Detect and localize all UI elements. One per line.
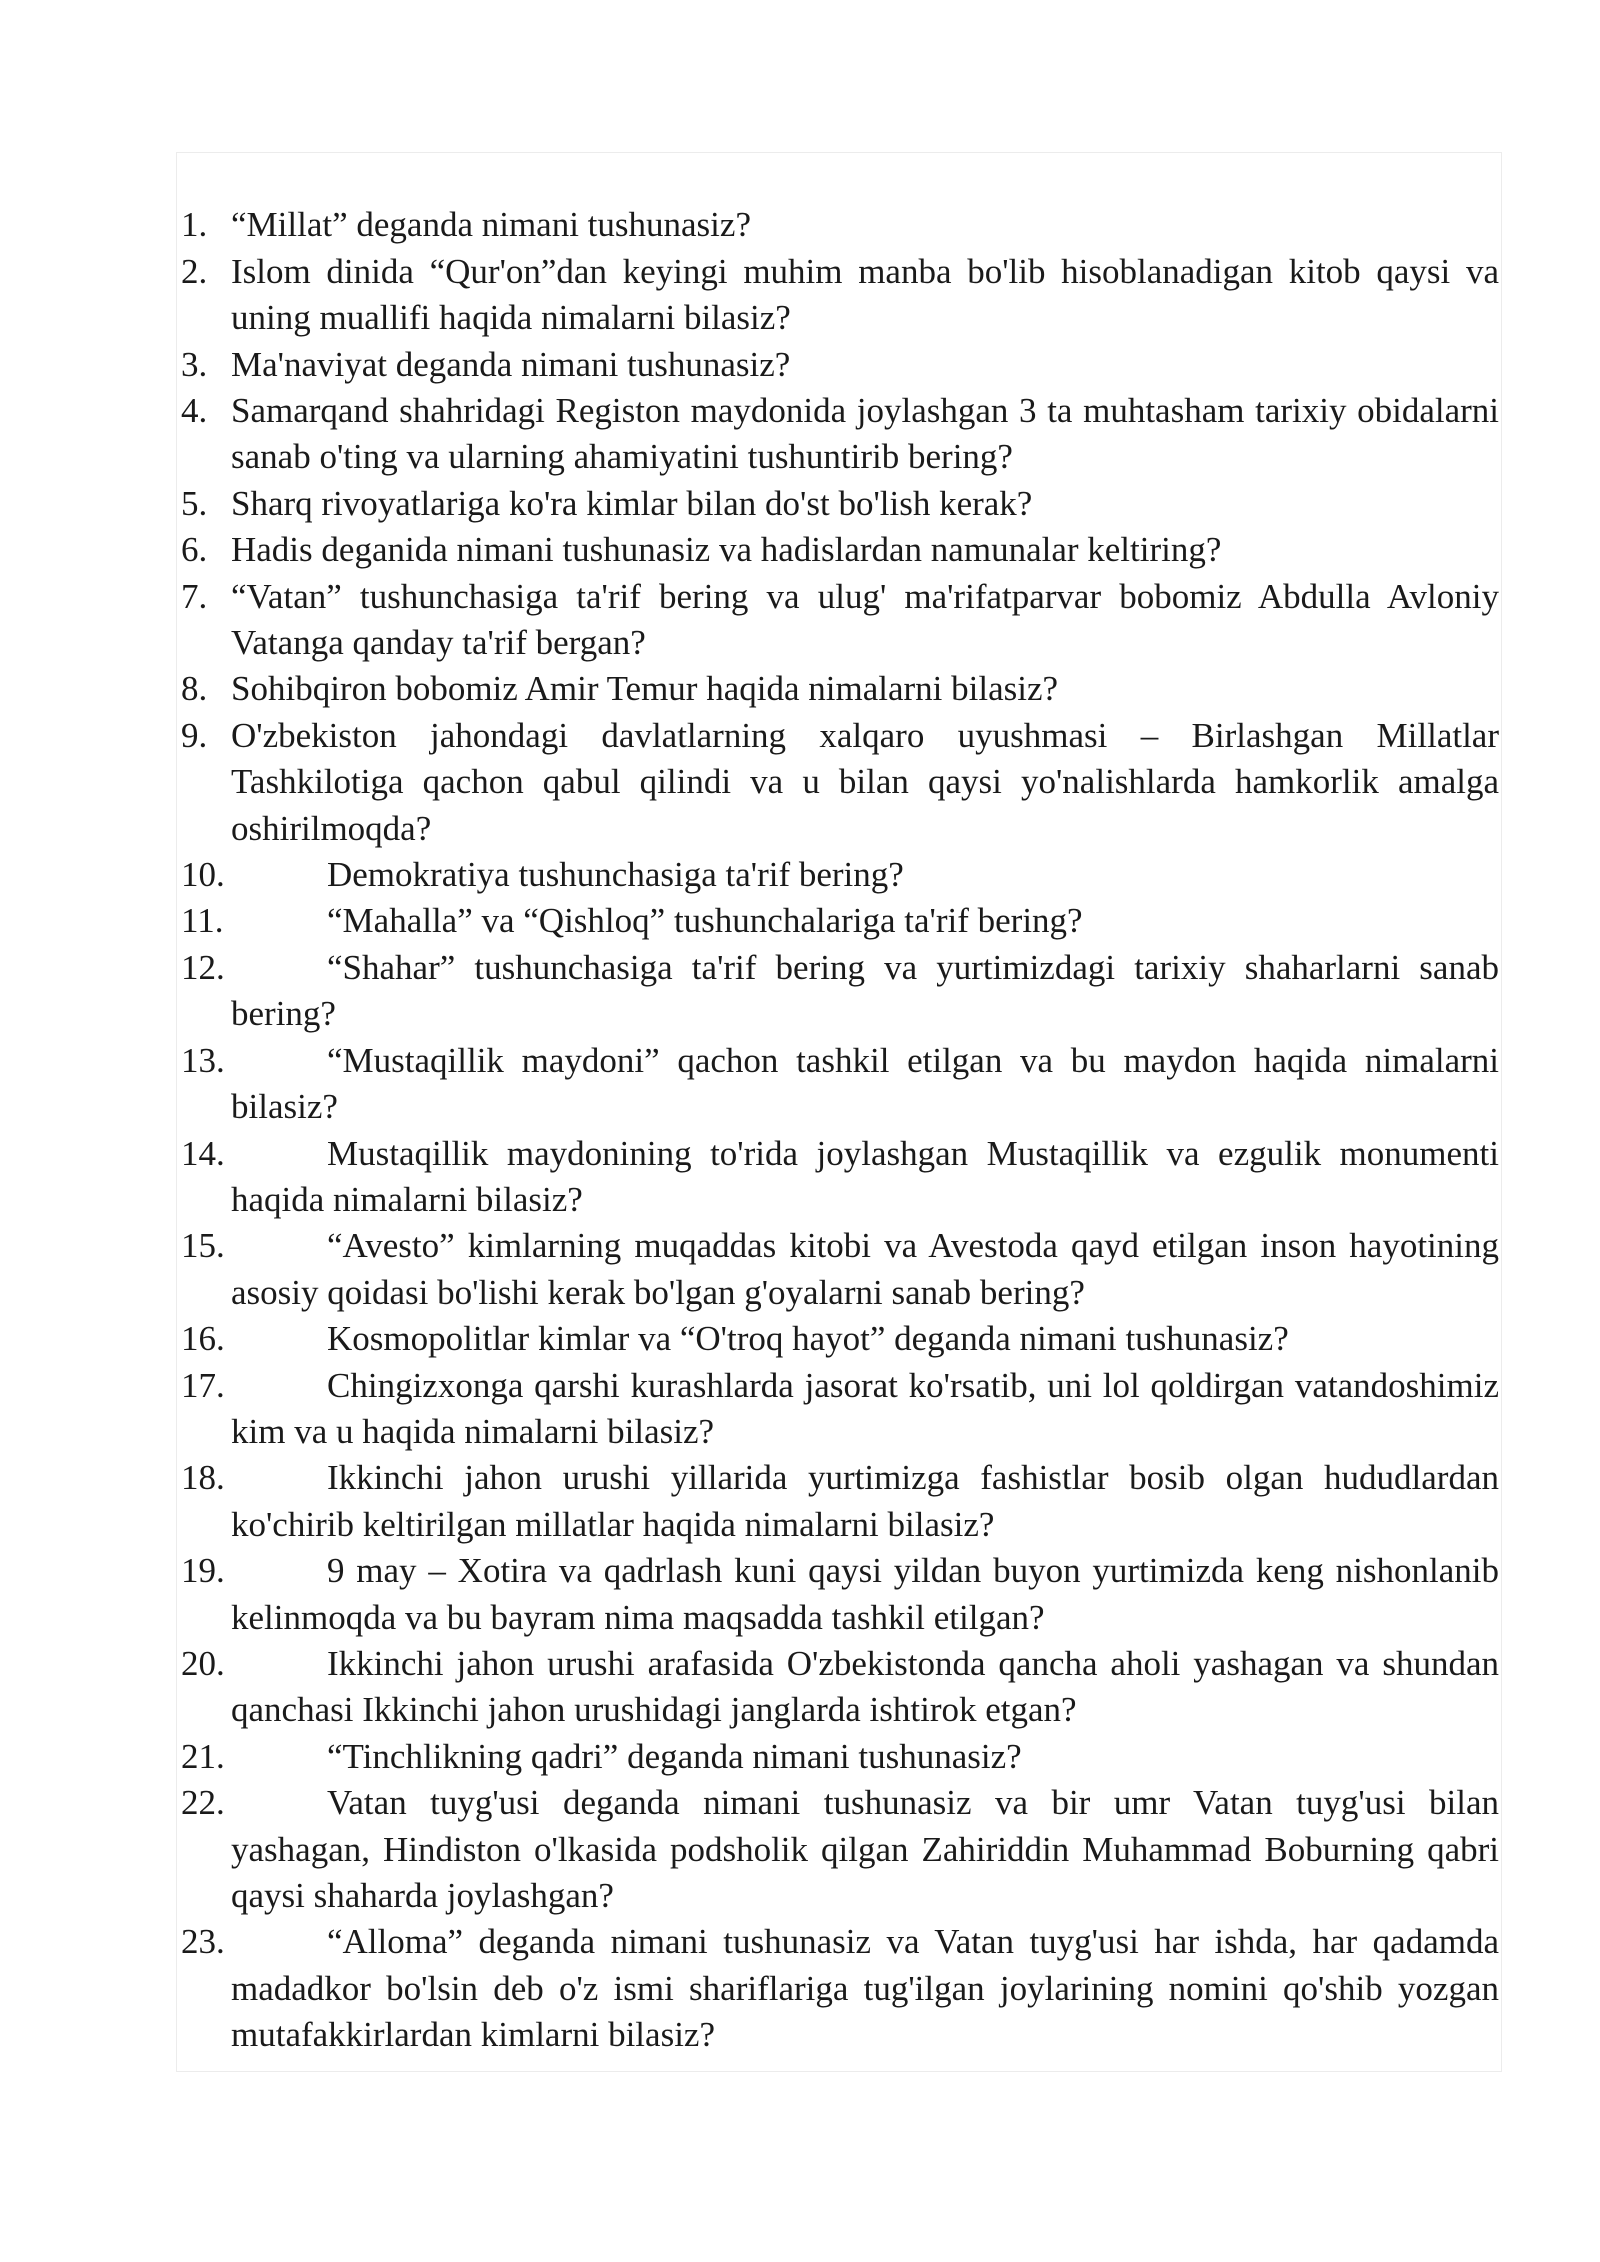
question-item xyxy=(181,481,1499,527)
question-text: 9 may – Xotira va qadrlash kuni qaysi yildan buyon yurtimizda keng nishonlanib kelinmoqda va bu bayram nima maqsadda tashkil etilgan? xyxy=(231,1551,1499,1637)
question-number: 17. xyxy=(181,1365,225,1405)
question-item xyxy=(181,945,1499,1038)
question-text: Ikkinchi jahon urushi yillarida yurtimizga fashistlar bosib olgan hududlardan ko'chirib keltirilgan millatlar haqida nimalarni bilasiz? xyxy=(231,1458,1499,1544)
question-number: 4. xyxy=(181,391,208,431)
question-text: “Vatan” tushunchasiga ta'rif bering va ulug' ma'rifatparvar bobomiz Abdulla Avloniy Vatanga qanday ta'rif bergan? xyxy=(231,576,1499,663)
question-item xyxy=(181,852,1499,898)
question-number: 18. xyxy=(181,1458,225,1498)
question-number: 6. xyxy=(181,530,208,570)
question-item xyxy=(181,1780,1499,1919)
question-number: 8. xyxy=(181,669,208,709)
question-number: 21. xyxy=(181,1736,225,1776)
question-item xyxy=(181,1548,1499,1641)
question-item xyxy=(181,1641,1499,1734)
question-number: 19. xyxy=(181,1551,225,1591)
question-text: Ma'naviyat deganda nimani tushunasiz? xyxy=(231,344,791,384)
question-item xyxy=(181,388,1499,481)
question-number: 22. xyxy=(181,1783,225,1823)
question-text: Hadis deganida nimani tushunasiz va hadislardan namunalar keltiring? xyxy=(231,530,1222,570)
question-number: 9. xyxy=(181,715,208,755)
question-number: 2. xyxy=(181,251,208,291)
question-text: Sharq rivoyatlariga ko'ra kimlar bilan do'st bo'lish kerak? xyxy=(231,483,1033,523)
question-item xyxy=(181,666,1499,712)
question-item xyxy=(181,713,1499,852)
question-number: 16. xyxy=(181,1319,225,1359)
question-text: “Millat” deganda nimani tushunasiz? xyxy=(231,205,751,245)
question-number: 3. xyxy=(181,344,208,384)
question-number: 1. xyxy=(181,205,208,245)
question-item xyxy=(181,1455,1499,1548)
question-text: O'zbekiston jahondagi davlatlarning xalqaro uyushmasi – Birlashgan Millatlar Tashkilotiga qachon qabul qilindi va u bilan qaysi yo'nalishlarda hamkorlik amalga oshirilmoqda? xyxy=(231,715,1499,848)
question-item xyxy=(181,249,1499,342)
question-text: “Shahar” tushunchasiga ta'rif bering va yurtimizdagi tarixiy shaharlarni sanab bering? xyxy=(231,947,1499,1034)
question-text: “Avesto” kimlarning muqaddas kitobi va Avestoda qayd etilgan inson hayotining asosiy qoidasi bo'lishi kerak bo'lgan g'oyalarni sanab bering? xyxy=(231,1226,1499,1312)
question-item xyxy=(181,574,1499,667)
question-list xyxy=(181,156,1499,2059)
question-text: Chingizxonga qarshi kurashlarda jasorat ko'rsatib, uni lol qoldirgan vatandoshimiz kim va u haqida nimalarni bilasiz? xyxy=(231,1365,1499,1451)
question-text: “Tinchlikning qadri” deganda nimani tushunasiz? xyxy=(327,1736,1022,1776)
question-number: 14. xyxy=(181,1133,225,1173)
question-text: Samarqand shahridagi Registon maydonida joylashgan 3 ta muhtasham tarixiy obidalarni sanab o'ting va ularning ahamiyatini tushuntirib bering? xyxy=(231,391,1499,477)
question-text: Kosmopolitlar kimlar va “O'troq hayot” deganda nimani tushunasiz? xyxy=(327,1319,1289,1359)
question-number: 12. xyxy=(181,947,225,987)
question-text: Vatan tuyg'usi deganda nimani tushunasiz va bir umr Vatan tuyg'usi bilan yashagan, Hindiston o'lkasida podsholik qilgan Zahiriddin Muhammad Boburning qabri qaysi shaharda joylashgan? xyxy=(231,1783,1499,1916)
question-number: 10. xyxy=(181,855,225,895)
question-number: 20. xyxy=(181,1643,225,1683)
question-number: 11. xyxy=(181,901,224,941)
question-text: Mustaqillik maydonining to'rida joylashgan Mustaqillik va ezgulik monumenti haqida nimalarni bilasiz? xyxy=(231,1133,1499,1219)
question-item xyxy=(181,898,1499,944)
question-item xyxy=(181,1316,1499,1362)
question-item xyxy=(181,202,1499,248)
question-number: 15. xyxy=(181,1226,225,1266)
question-text: “Alloma” deganda nimani tushunasiz va Vatan tuyg'usi har ishda, har qadamda madadkor bo'lsin deb o'z ismi shariflariga tug'ilgan joylarining nomini qo'shib yozgan mutafakkirlardan kimlarni bilasiz? xyxy=(231,1922,1499,2055)
question-item xyxy=(181,1223,1499,1316)
question-item xyxy=(181,1734,1499,1780)
question-text: “Mahalla” va “Qishloq” tushunchalariga ta'rif bering? xyxy=(327,901,1083,941)
question-item xyxy=(181,527,1499,573)
question-item xyxy=(181,1131,1499,1224)
question-number: 13. xyxy=(181,1040,225,1080)
question-text: Ikkinchi jahon urushi arafasida O'zbekistonda qancha aholi yashagan va shundan qanchasi Ikkinchi jahon urushidagi janglarda ishtirok etgan? xyxy=(231,1643,1499,1730)
question-text: Demokratiya tushunchasiga ta'rif bering? xyxy=(327,855,904,895)
question-item xyxy=(181,1038,1499,1131)
question-number: 5. xyxy=(181,483,208,523)
question-text: Islom dinida “Qur'on”dan keyingi muhim manba bo'lib hisoblanadigan kitob qaysi va uning muallifi haqida nimalarni bilasiz? xyxy=(231,251,1499,338)
question-item xyxy=(181,1363,1499,1456)
question-text: Sohibqiron bobomiz Amir Temur haqida nimalarni bilasiz? xyxy=(231,669,1059,709)
question-text: “Mustaqillik maydoni” qachon tashkil etilgan va bu maydon haqida nimalarni bilasiz? xyxy=(231,1040,1499,1127)
question-item xyxy=(181,1919,1499,2058)
question-number: 23. xyxy=(181,1922,225,1962)
question-item xyxy=(181,342,1499,388)
question-number: 7. xyxy=(181,576,208,616)
